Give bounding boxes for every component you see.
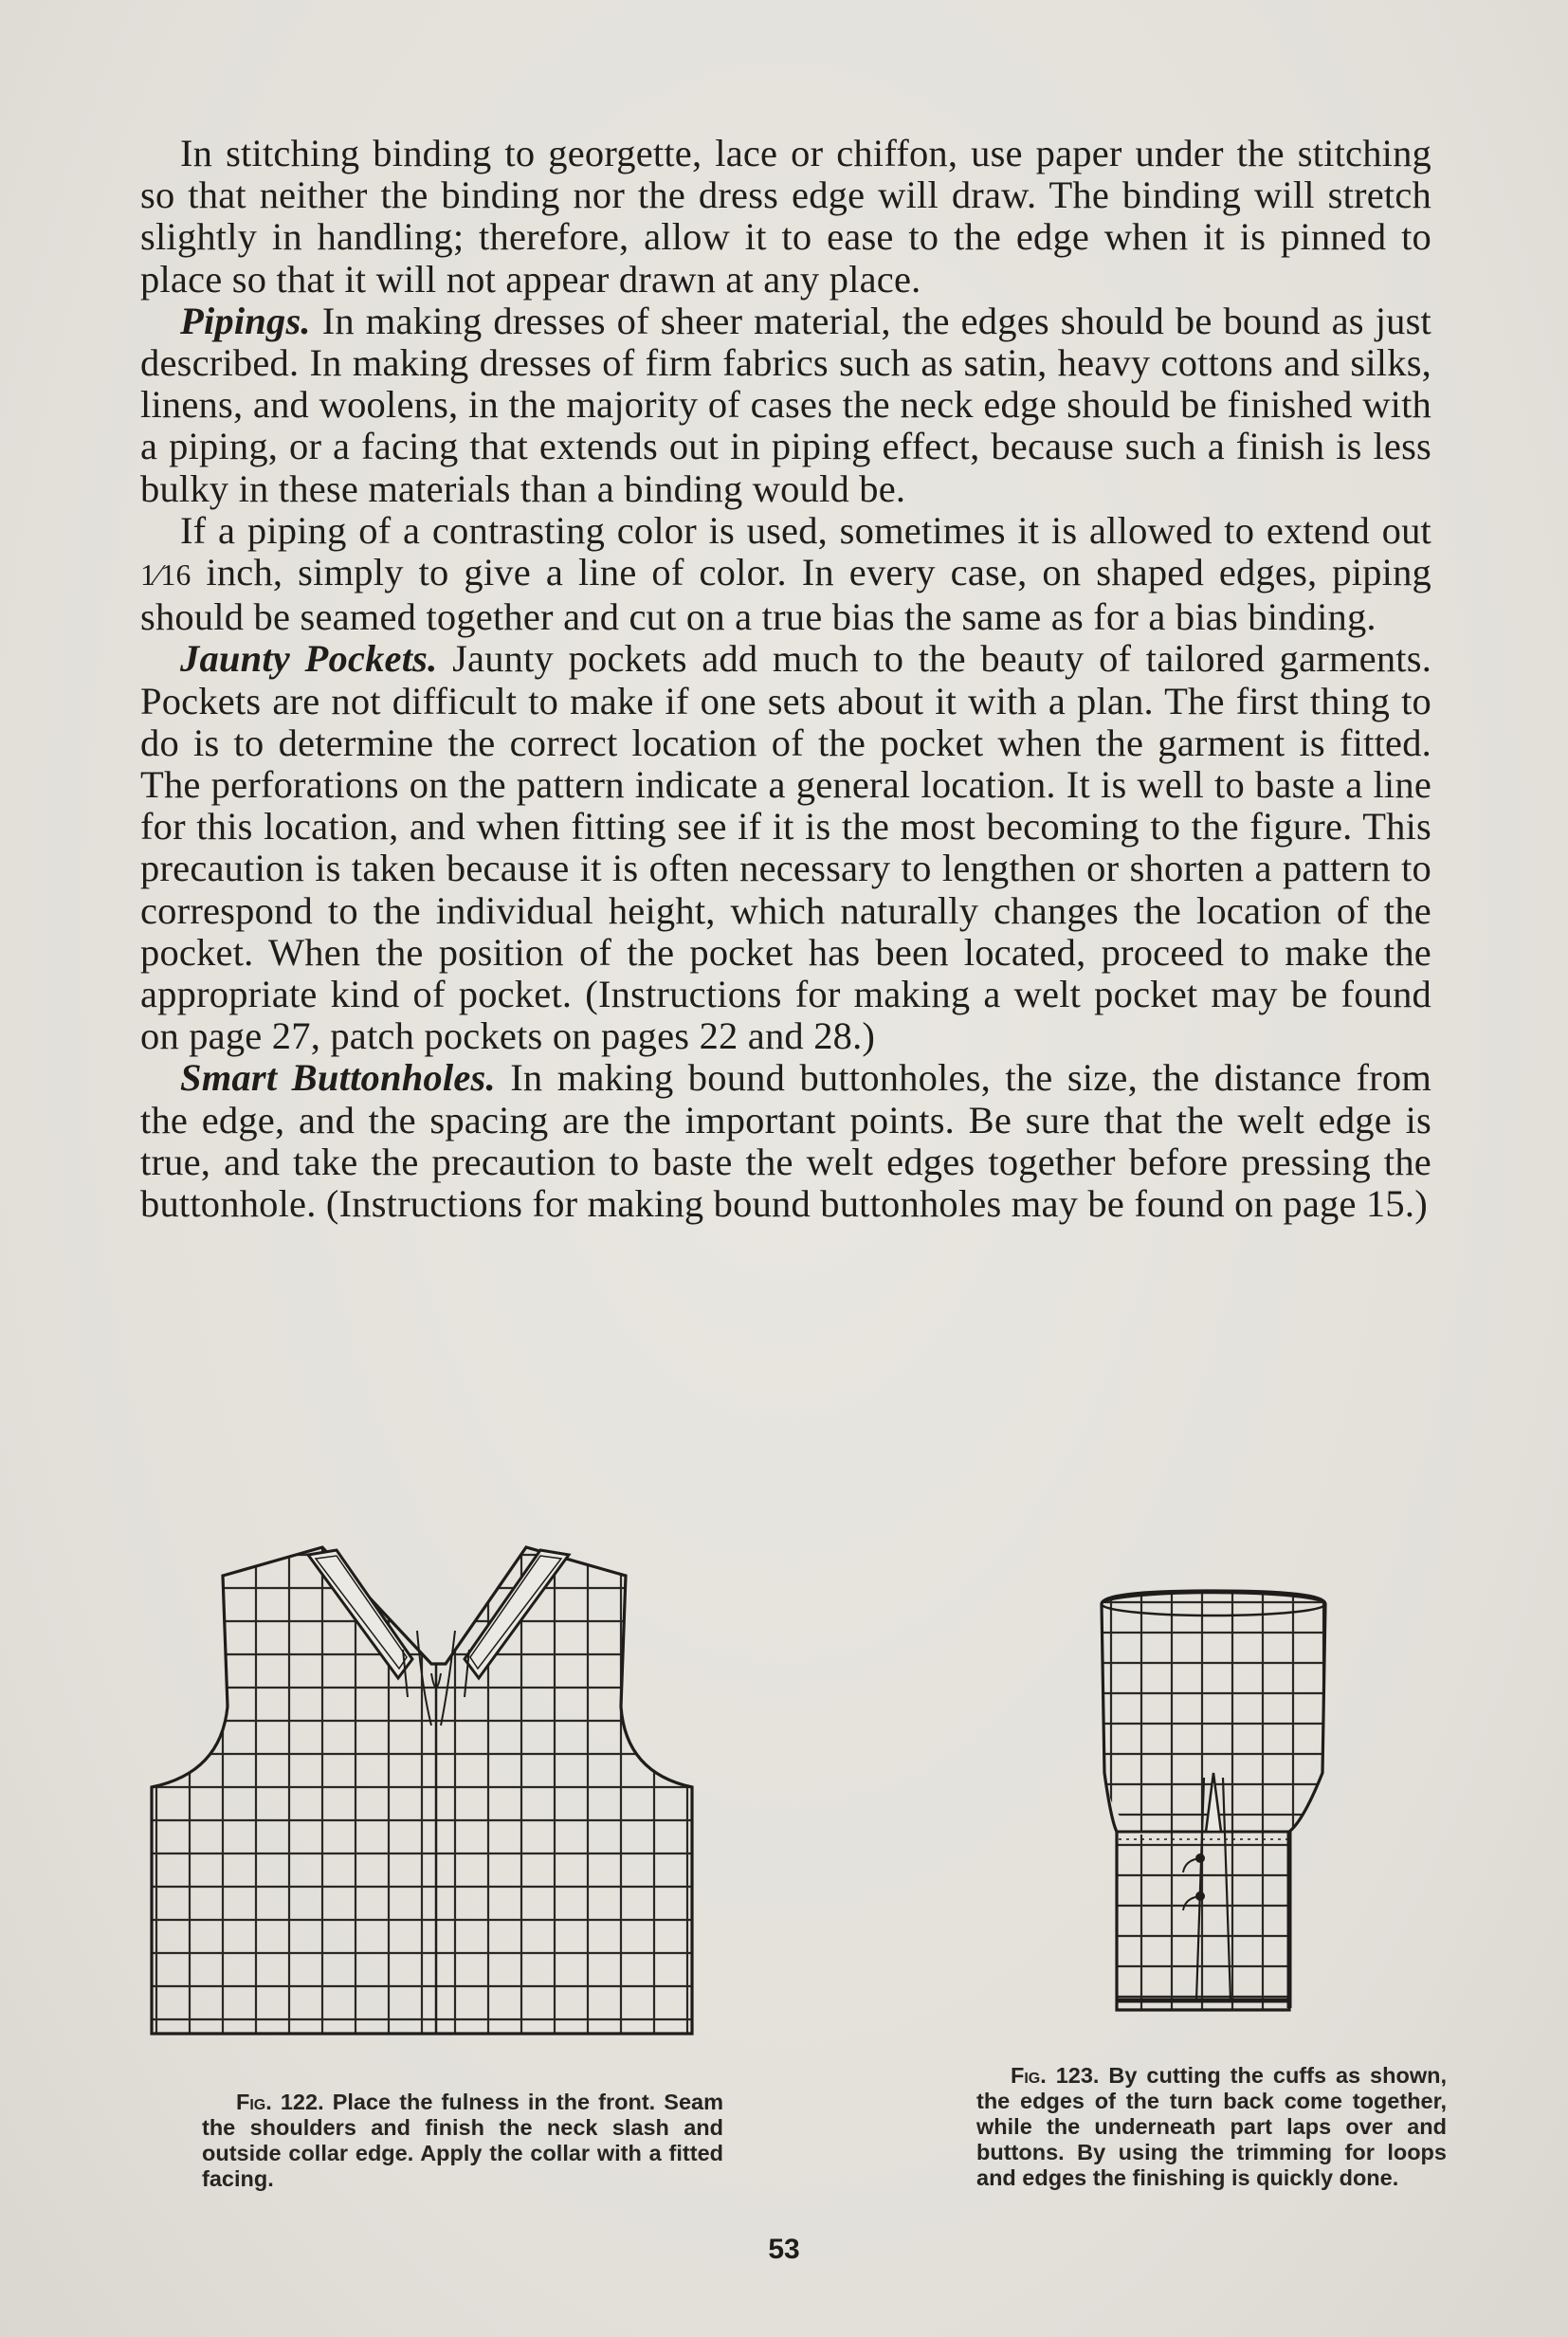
page-number: 53: [768, 2234, 800, 2265]
buttonholes-heading: Smart Buttonholes.: [180, 1056, 496, 1100]
figure-122-caption: Fig. 122. Place the fulness in the front. Seam the shoulders and finish the neck slash and outside collar edge. Apply the collar with a fitted facing.: [202, 2090, 724, 2191]
pockets-heading: Jaunty Pockets.: [180, 637, 438, 681]
paragraph-pockets: Jaunty Pockets. Jaunty pockets add much to the beauty of tailored garments. Pockets are not difficult to make if one sets about it with a plan. The first thing to do is to determine the correct location of the pocket when the garment is fitted. The perforations on the pattern indicate a general location. It is well to baste a line for this location, and when fitting see if it is the most becoming to the figure. This precaution is taken because it is often necessary to lengthen or shorten a pattern to correspond to the individual height, which naturally changes the location of the pocket. When the position of the pocket has been located, proceed to make the appropriate kind of pocket. (Instructions for making a welt pocket may be found on page 27, patch pockets on pages 22 and 28.): [140, 637, 1432, 1058]
pipings-heading: Pipings.: [180, 299, 311, 342]
fraction: 1⁄16: [140, 558, 191, 593]
figure-122-illustration: [147, 1536, 801, 2038]
paragraph-binding: In stitching binding to georgette, lace or chiffon, use paper under the stitching so that neither the binding nor the dress edge will draw. The binding will stretch slightly in handling; therefore, allow it to ease to the edge when it is pinned to place so that it will not appear drawn at any place.: [140, 132, 1431, 301]
figure-123-illustration: [1090, 1583, 1337, 2019]
paragraph-buttonholes: Smart Buttonholes. In making bound buttonholes, the size, the distance from the edge, and the spacing are the important points. Be sure that the welt edge is true, and take the precaution to baste the welt edges together before pressing the buttonhole. (Instructions for making bound buttonholes may be found on page 15.): [140, 1056, 1432, 1226]
paragraph-pipings: Pipings. In making dresses of sheer material, the edges should be bound as just described. In making dresses of firm fabrics such as satin, heavy cottons and silks, linens, and woolens, in the majority of cases the neck edge should be finished with a piping, or a facing that extends out in piping effect, because such a finish is less bulky in these materials than a binding would be.: [140, 299, 1432, 510]
body-text: [140, 133, 1431, 1225]
figure-123-caption: Fig. 123. By cutting the cuffs as shown, the edges of the turn back come together, while the underneath part laps over and buttons. By using the trimming for loops and edges the finishing is quickly done.: [976, 2063, 1447, 2190]
paragraph-piping-color: If a piping of a contrasting color is used, sometimes it is allowed to extend out 1⁄16 inch, simply to give a line of color. In every case, on shaped edges, piping should be seamed together and cut on a true bias the same as for a bias binding.: [140, 508, 1431, 639]
